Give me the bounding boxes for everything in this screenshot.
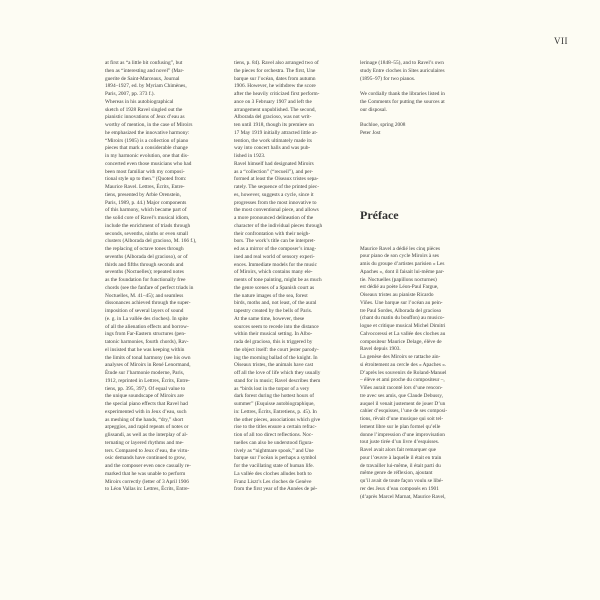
text-line: tie. Noctuelles (papillons nocturnes)	[360, 276, 437, 283]
text-line: rately. The sequence of the printed piec-	[234, 184, 320, 190]
text-line: arrangement unpublished. The second,	[234, 106, 316, 113]
text-line: from the first year of the Années de pè-	[234, 486, 318, 493]
text-line: Paris, 1989, p. 44.) Major components	[105, 199, 187, 206]
text-line: La genèse des Miroirs se rattache ain-	[360, 354, 441, 360]
text-line: ten until 1918, though its premiere on	[234, 122, 314, 128]
text-line: cahier d’esquisses, l’une de ses composi-	[360, 408, 448, 415]
text-line: character of the individual pieces through	[234, 222, 323, 229]
text-line: compositeur Maurice Delage, élève de	[360, 338, 442, 345]
text-line: of Miroirs, which contains many ele-	[234, 269, 313, 276]
text-line: 1906. However, he withdrew the score	[234, 83, 316, 90]
text-line: pour l’œuvre à laquelle il était en train	[360, 454, 442, 461]
text-line: imposition of several layers of sound	[105, 308, 184, 314]
text-line: the replacing of octave tones through	[105, 246, 184, 252]
text-line: We cordially thank the libraries listed in	[360, 91, 445, 97]
text-line: their confrontation with their neigh-	[234, 230, 311, 237]
text-line: tion of all too direct reflections. Noc-	[234, 432, 313, 438]
text-line: ters. Compared to Jeux d’eau, the virtu-	[105, 447, 190, 454]
text-line: lement libre sur le plan formel qu’elle	[360, 423, 441, 430]
text-line: sketch of 1928 Ravel singled out the	[105, 106, 183, 113]
paragraph-gap	[360, 114, 475, 122]
column-left	[105, 60, 217, 494]
text-line: tiens, pp. 395, 397). Of equal value to	[105, 385, 186, 392]
text-line: tuelles can also be understood figura-	[234, 439, 314, 446]
text-line: ing the morning ballad of the knight. In	[234, 354, 318, 361]
text-line: seconds, sevenths, ninths or even small	[105, 230, 189, 237]
text-line: el insisted that he was keeping within	[105, 346, 185, 353]
page-number: VII	[554, 36, 568, 46]
text-line: dark forest during the hottest hours of	[234, 393, 315, 400]
text-line: tively as “nightmare spook,” and Une	[234, 447, 314, 454]
text-line: our disposal.	[360, 106, 388, 113]
text-line: sevenths (Noctuelles); repeated notes	[105, 269, 184, 276]
text-line: – élève et ami proche du compositeur –,	[360, 377, 445, 384]
text-line: the pieces for orchestra. The first, Une	[234, 67, 316, 74]
text-line: même genre de réflexion, ajoutant	[360, 470, 433, 477]
text-line: auquel il venait justement de jouer D’un	[360, 400, 446, 407]
text-line: ed as a mirror of the composer’s imag-	[234, 246, 317, 252]
text-line: study Entre cloches in Sites auriculaires	[360, 67, 445, 74]
text-line: (d’après Marcel Marnat, Maurice Ravel,	[360, 493, 446, 500]
column-middle	[234, 60, 346, 494]
text-line: arpeggios, and rapid repeats of notes or	[105, 424, 189, 431]
column-right	[360, 60, 475, 501]
text-line: At the same time, however, these	[234, 315, 305, 322]
text-line: Peter Jost	[360, 129, 381, 136]
text-line: 1912, reprinted in Lettres, Écrits, Entre-	[105, 377, 190, 384]
text-line: guerite de Saint-Marceaux, Journal	[105, 75, 180, 82]
text-line: Ravel avait alors fait remarquer que	[360, 447, 437, 453]
text-line: D’après les souvenirs de Roland-Manuel	[360, 369, 447, 376]
text-line: marked that he was unable to perform	[105, 470, 186, 477]
text-line: of this harmony, which became part of	[105, 207, 187, 214]
text-line: tention, the work ultimately made its	[234, 137, 312, 144]
text-line: pour piano de son cycle Miroirs à ses	[360, 253, 439, 260]
text-line: ences. Immediate models for the music	[234, 261, 317, 268]
text-line: La vallée des cloches alludes both to	[234, 470, 312, 477]
text-line: sevenths (Alborada del gracioso), or of	[105, 253, 188, 260]
text-line: tatonic harmonies, fourth chords), Rav-	[105, 339, 189, 345]
text-line: Viñes aurait raconté lors d’une rencon-	[360, 385, 443, 391]
text-line: the object itself: the court jester parody-	[234, 346, 319, 353]
text-line: Ravel depuis 1903.	[360, 346, 401, 353]
text-line: as meshing of the hands, “dry,” short	[105, 416, 184, 423]
text-line: Whereas in his autobiographical	[105, 98, 174, 105]
text-line: the Comments for putting the sources at	[360, 98, 445, 105]
text-line: Maurice Ravel a dédié les cinq pièces	[360, 245, 441, 252]
text-line: summer” (Esquisse autobiographique,	[234, 401, 315, 407]
text-line: donne l’impression d’une improvisation	[360, 431, 445, 438]
text-line: he emphasized the innovative harmony:	[105, 129, 190, 136]
text-line: logue et critique musical Michel Dimitri	[360, 323, 446, 329]
text-line: tout juste tirée d’un livre d’esquisses.	[360, 439, 440, 446]
section-spacer	[360, 138, 475, 208]
text-line: tapestry created by the bells of Paris.	[234, 308, 313, 314]
text-line: birds, moths and, not least, of the aural	[234, 300, 317, 307]
text-line: Miroirs correctly (letter of 3 April 1906	[105, 478, 189, 485]
text-line: Paris, 2007, pp. 373 f.).	[105, 91, 155, 97]
text-line: “Miroirs (1905) is a collection of piano	[105, 137, 189, 144]
text-line: glissandi, as well as the interplay of al-	[105, 432, 188, 438]
text-line: analyses of Miroirs in René Lenormand,	[105, 362, 191, 369]
text-line: the special piano effects that Ravel had	[105, 401, 188, 407]
text-line: thirds and fifths through seconds and	[105, 261, 184, 268]
text-line: ternating or layered rhythms and me-	[105, 439, 184, 446]
text-line: at first as “a little bit confusing”, but	[105, 60, 183, 66]
text-line: stand for in music; Ravel describes them	[234, 377, 321, 384]
text-line: (chant du matin du bouffon) au musico-	[360, 315, 445, 322]
text-line: as “birds lost in the torpor of a very	[234, 385, 310, 392]
text-line: 17 May 1919 initially attracted little at-	[234, 129, 318, 136]
text-line: Viñes. Une barque sur l’océan au pein-	[360, 299, 443, 306]
text-line: the most conventional piece, and allows	[234, 207, 319, 214]
text-line: the genre scenes of a Spanish court as	[234, 284, 315, 291]
text-line: tional style up to then.” (Quoted from:	[105, 176, 187, 183]
text-line: tiens, p. 84). Ravel also arranged two of	[234, 60, 319, 66]
text-line: worthy of mention, in the case of Miroirs	[105, 122, 193, 128]
text-line: the other pieces, associations which give	[234, 416, 321, 423]
text-line: tre avec ses amis, que Claude Debussy,	[360, 392, 443, 399]
text-line: the nature images of the sea, forest	[234, 292, 308, 299]
text-line: (1895–97) for two pianos.	[360, 75, 416, 82]
text-line: within their musical setting. In Albo-	[234, 331, 313, 338]
text-line: rada del gracioso, this is triggered by	[234, 339, 313, 345]
text-line: amis du groupe d’artistes parisien « Les	[360, 261, 445, 267]
text-line: est dédié au poète Léon-Paul Fargue,	[360, 284, 439, 291]
text-line: ined and real world of sensory experi-	[234, 253, 315, 260]
text-line: Calvocoressi et La vallée des cloches au	[360, 330, 446, 337]
text-line: Apaches », dont il faisait lui-même par-	[360, 268, 445, 275]
text-line: off all the love of life which they usually	[234, 370, 321, 376]
text-line: as a “collection” (“recueil”), and per-	[234, 168, 314, 175]
text-line: after the heavily criticized first perform-	[234, 91, 320, 97]
text-line: bors. The work’s title can be interpret-	[234, 238, 316, 245]
text-line: concerted even those musicians who had	[105, 160, 192, 167]
text-line: tions, rêvait d’une musique qui soit tel-	[360, 416, 444, 422]
text-line: 1894–1927, ed. by Myriam Chimènes,	[105, 83, 187, 90]
text-line: Noctuelles, M. 41–45); and seamless	[105, 292, 184, 299]
text-line: pieces that mark a considerable change	[105, 145, 188, 152]
text-line: include the enrichment of triads through	[105, 222, 191, 229]
section-heading: Préface	[360, 207, 399, 222]
text-line: way into concert halls and was pub-	[234, 145, 311, 152]
text-line: experimented with in Jeux d’eau, such	[105, 408, 187, 415]
text-line: sources seem to recede into the distance	[234, 323, 319, 330]
text-line: ance on 3 February 1907 and left the	[234, 98, 312, 105]
text-line: Ravel himself had designated Miroirs	[234, 160, 314, 167]
text-line: Oiseaux tristes au pianiste Ricardo	[360, 292, 434, 298]
text-line: de travailler lui-même, il était parti du	[360, 462, 441, 469]
text-line: chords (see the fanfare of perfect triads in	[105, 284, 194, 291]
text-line: a more pronounced delineation of the	[234, 215, 314, 221]
text-line: the limits of tonal harmony (see his own	[105, 354, 191, 361]
text-line: then as “interesting and novel” (Mar-	[105, 67, 184, 74]
text-line: qu’il avait de toute façon voulu se libé-	[360, 478, 444, 484]
text-line: as the foundation for functionally free	[105, 277, 186, 283]
text-line: Alborada del gracioso, was not writ-	[234, 114, 312, 121]
text-line: osic demands have continued to grow,	[105, 455, 186, 462]
text-line: Étude sur l’harmonie moderne, Paris,	[105, 370, 185, 376]
section-spacer	[360, 222, 475, 246]
text-line: formed at least the Oiseaux tristes sepa-	[234, 176, 319, 183]
text-line: the solid core of Ravel’s musical idiom,	[105, 215, 190, 221]
text-line: progresses from the most innovative to	[234, 199, 317, 206]
text-line: dissonances achieved through the super-	[105, 300, 191, 307]
text-line: lished in 1923.	[234, 153, 266, 159]
text-line: lerinage (1848–55), and to Ravel’s own	[360, 60, 444, 66]
text-line: si étroitement au cercle des « Apaches ».	[360, 361, 447, 368]
text-line: pianistic innovations of Jeux d’eau as	[105, 114, 185, 121]
text-line: ments of tone painting, might be as much	[234, 277, 322, 283]
text-line: Maurice Ravel. Lettres, Écrits, Entre-	[105, 184, 185, 190]
text-line: in: Lettres, Écrits, Entretiens, p. 45). In	[234, 408, 317, 415]
text-line: the unique soundscape of Miroirs are	[105, 393, 184, 400]
text-line: tiens, presented by Arbie Orenstein,	[105, 191, 181, 198]
text-line: tre Paul Sordes, Alborada del gracioso	[360, 307, 442, 314]
text-line: ings from Far-Eastern structures (pen-	[105, 331, 186, 338]
text-line: clusters (Alborada del gracioso, M. 166 f.),	[105, 238, 197, 245]
text-line: rise to the titles ensure a certain refrac-	[234, 424, 317, 431]
text-line: barque sur l’océan, dates from autumn	[234, 75, 316, 82]
text-line: in my harmonic evolution, one that dis-	[105, 153, 189, 159]
text-line: rer des Jeux d’eau composés en 1901	[360, 485, 439, 492]
text-line: Buchloe, spring 2008	[360, 122, 406, 128]
text-line: to Léon Vallas in: Lettres, Écrits, Entre-	[105, 486, 190, 493]
text-line: been most familiar with my composi-	[105, 168, 185, 175]
text-line: es, however, suggests a cycle, since it	[234, 191, 314, 198]
text-line: (e. g. in La vallée des cloches). In spite	[105, 315, 188, 322]
paragraph-gap	[360, 83, 475, 91]
text-line: barque sur l’océan is perhaps a symbol	[234, 455, 317, 462]
text-line: Oiseaux tristes, the animals have cast	[234, 362, 314, 369]
text-line: of all the alienation effects and borrow-	[105, 323, 189, 330]
text-line: and the composer even once casually re-	[105, 463, 191, 469]
text-line: Franz Liszt’s Les cloches de Genève	[234, 478, 312, 485]
text-line: for the vacillating state of human life.	[234, 463, 314, 469]
